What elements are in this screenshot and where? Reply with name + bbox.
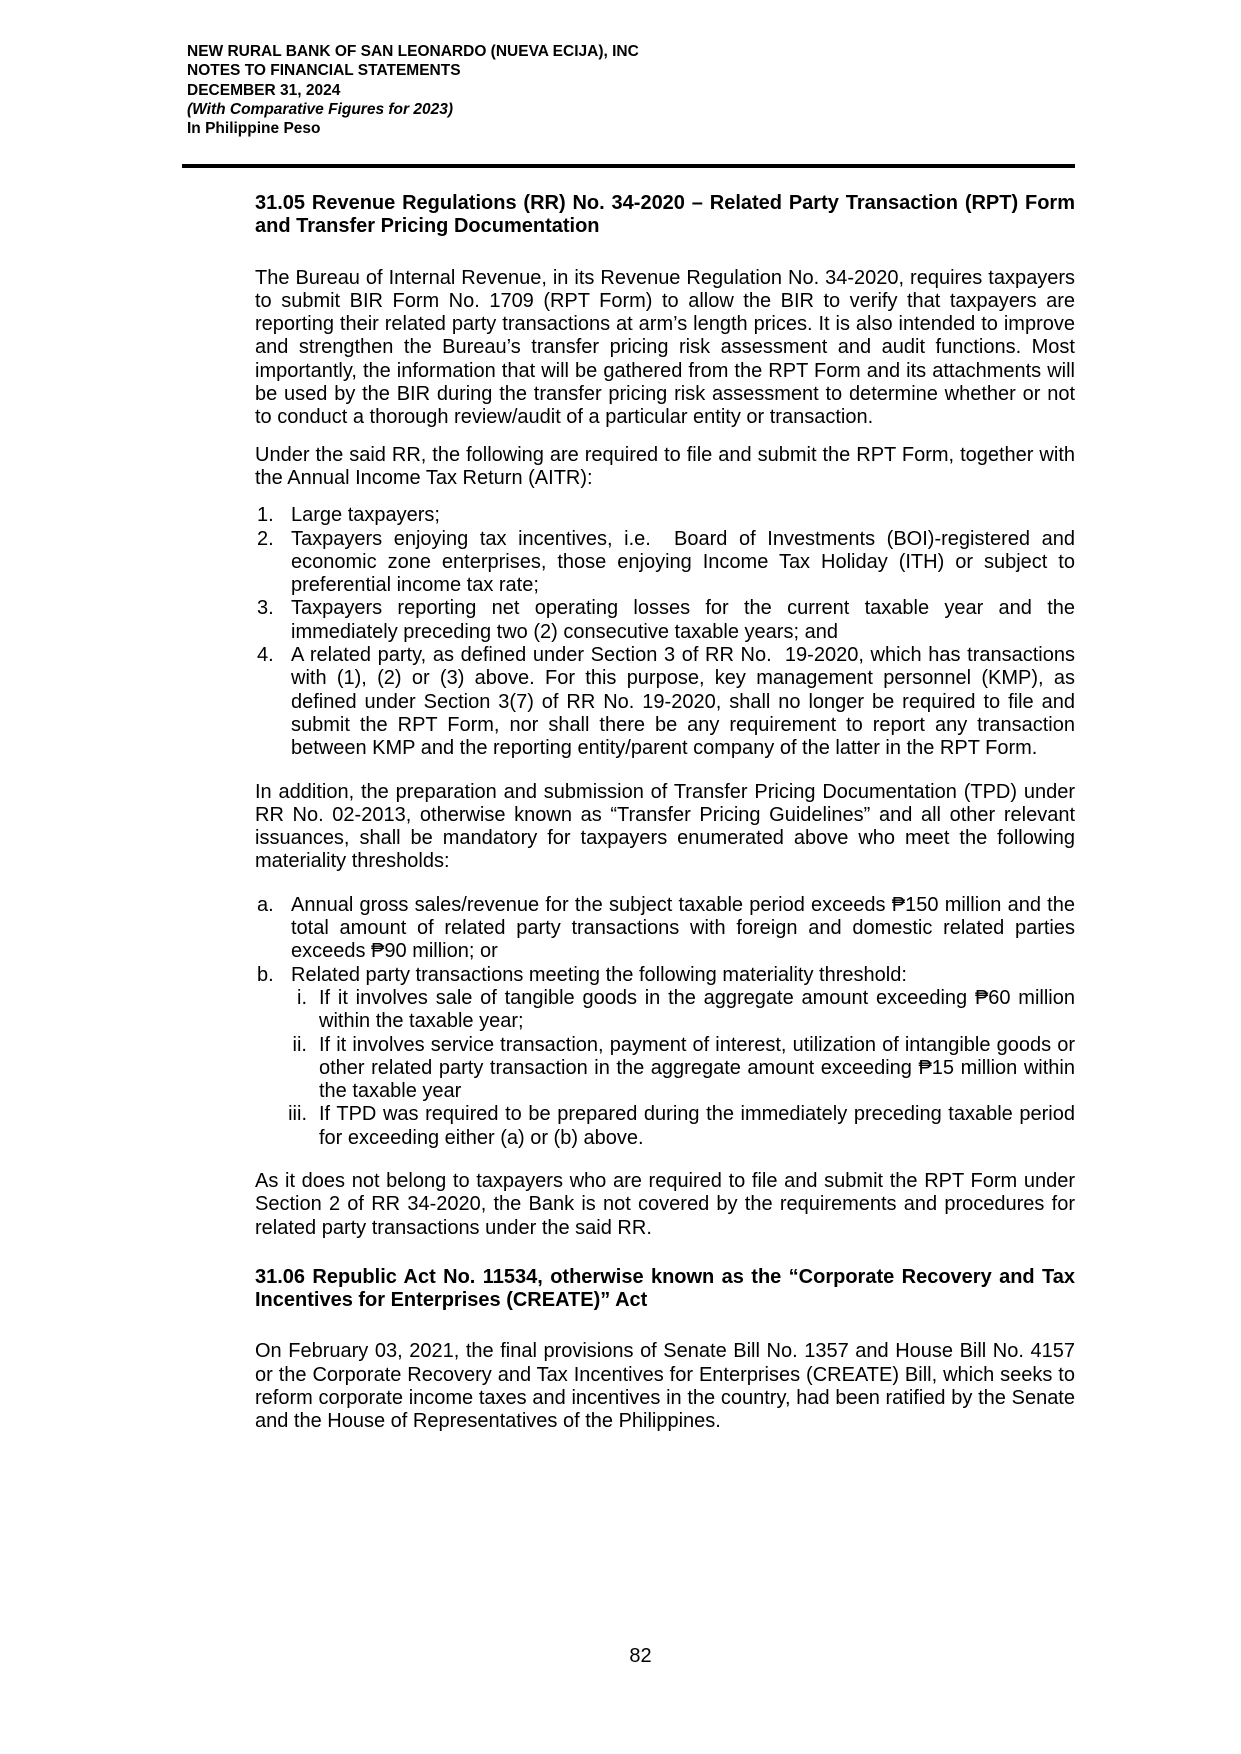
list-marker: 2. <box>257 527 274 550</box>
list-item-text: Related party transactions meeting the following materiality threshold: <box>291 963 907 986</box>
list-marker: 1. <box>257 504 274 527</box>
materiality-thresholds-list <box>255 893 1081 1150</box>
list-item <box>255 504 1075 527</box>
list-item <box>255 527 1081 598</box>
notes-body <box>255 192 1081 1434</box>
list-item-text: Taxpayers enjoying tax incentives, i.e. Board of Investments (BOI)-registered and economic zone enterprises, those enjoying Income Tax Holiday (ITH) or subject to preferential income tax rate; <box>291 527 1081 597</box>
materiality-sublist <box>255 986 1081 1150</box>
document-header <box>187 42 639 138</box>
list-item <box>255 964 1075 987</box>
currency-note: In Philippine Peso <box>187 120 321 138</box>
list-item-text: Large taxpayers; <box>291 504 440 527</box>
list-item <box>255 1103 1081 1150</box>
list-item <box>255 1033 1081 1104</box>
list-item <box>255 597 1081 644</box>
page-number: 82 <box>629 1645 652 1667</box>
statement-date: DECEMBER 31, 2024 <box>187 81 341 99</box>
list-marker: i. <box>297 986 307 1009</box>
list-marker: b. <box>257 963 274 986</box>
list-marker: iii. <box>288 1103 307 1126</box>
list-item-text: A related party, as defined under Section 3 of RR No. 19-2020, which has transactions with (1), (2) or (3) above. For this purpose, key management personnel (KMP), as defined under Section 3(7) of RR No. 19-2020, shall no longer be required to file and submit the RPT Form, nor shall there be any requirement to report any transaction between KMP and the reporting entity/parent company of the latter in the RPT Form. <box>291 644 1081 760</box>
list-marker: a. <box>257 893 274 916</box>
list-marker: 3. <box>257 597 274 620</box>
list-marker: 4. <box>257 644 274 667</box>
list-item-text: If it involves sale of tangible goods in the aggregate amount exceeding ₱60 million within the taxable year; <box>319 986 1081 1033</box>
list-item <box>255 986 1081 1034</box>
list-item-text: Annual gross sales/revenue for the subject taxable period exceeds ₱150 million and the total amount of related party transactions with foreign and domestic related parties exceeds ₱90 million; or <box>291 893 1081 963</box>
rpt-intro-paragraph: The Bureau of Internal Revenue, in its Revenue Regulation No. 34-2020, requires taxpayers to submit BIR Form No. 1709 (RPT Form) to allow the BIR to verify that taxpayers are reporting their related party transactions at arm’s length prices. It is also intended to improve and strengthen the Bureau’s transfer pricing risk assessment and audit functions. Most importantly, the information that will be gathered from the RPT Form and its attachments will be used by the BIR during the transfer pricing risk assessment to determine whether or not to conduct a thorough review/audit of a particular entity or transaction. <box>255 266 1081 429</box>
list-item-text: If TPD was required to be prepared during the immediately preceding taxable period for exceeding either (a) or (b) above. <box>319 1103 1081 1149</box>
rpt-filers-list <box>255 504 1081 760</box>
notes-title: NOTES TO FINANCIAL STATEMENTS <box>187 62 461 80</box>
list-item-text: Taxpayers reporting net operating losses for the current taxable year and the immediately preceding two (2) consecutive taxable years; and <box>291 597 1081 643</box>
create-act-paragraph: On February 03, 2021, the final provisions of Senate Bill No. 1357 and House Bill No. 4157 or the Corporate Recovery and Tax Incentives for Enterprises (CREATE) Bill, which seeks to reform corporate income taxes and incentives in the country, had been ratified by the Senate and the House of Representatives of the Philippines. <box>255 1340 1081 1433</box>
header-divider <box>182 164 1075 168</box>
tpd-paragraph: In addition, the preparation and submission of Transfer Pricing Documentation (TPD) under RR No. 02-2013, otherwise known as “Transfer Pricing Guidelines” and all other relevant issuances, shall be mandatory for taxpayers enumerated above who meet the following materiality thresholds: <box>255 780 1081 873</box>
list-item <box>255 893 1081 964</box>
list-marker: ii. <box>292 1033 307 1056</box>
rpt-filing-paragraph: Under the said RR, the following are required to file and submit the RPT Form, together with the Annual Income Tax Return (AITR): <box>255 443 1081 489</box>
list-item <box>255 644 1081 760</box>
comparative-figures-note: (With Comparative Figures for 2023) <box>187 100 453 118</box>
bank-name: NEW RURAL BANK OF SAN LEONARDO (NUEVA ECIJA), INC <box>187 43 639 60</box>
bank-not-covered-paragraph: As it does not belong to taxpayers who are required to file and submit the RPT Form under Section 2 of RR 34-2020, the Bank is not covered by the requirements and procedures for related party transactions under the said RR. <box>255 1169 1081 1239</box>
section-31-05-heading: 31.05 Revenue Regulations (RR) No. 34-2020 – Related Party Transaction (RPT) Form and Transfer Pricing Documentation <box>255 192 1081 238</box>
section-31-06-heading: 31.06 Republic Act No. 11534, otherwise known as the “Corporate Recovery and Tax Incentives for Enterprises (CREATE)” Act <box>255 1265 1081 1312</box>
list-item-text: If it involves service transaction, payment of interest, utilization of intangible goods or other related party transaction in the aggregate amount exceeding ₱15 million within the taxable year <box>319 1033 1081 1103</box>
